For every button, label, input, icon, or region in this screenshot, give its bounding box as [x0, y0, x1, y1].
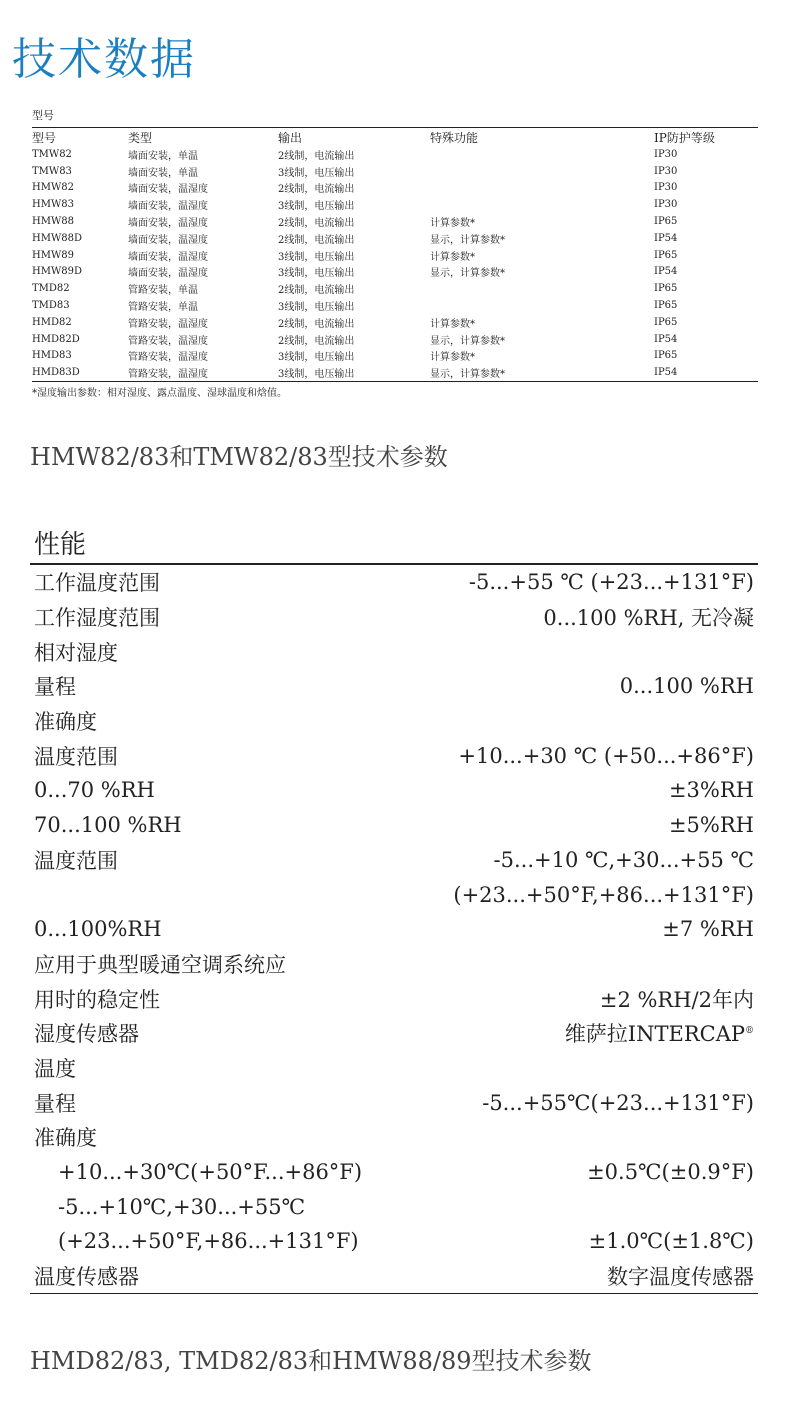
- spec-label: 量程: [34, 675, 76, 700]
- spec-value: [565, 1018, 758, 1048]
- spec-row: [30, 565, 758, 600]
- performance-spec-table: [30, 563, 758, 1294]
- spec-value: [669, 813, 758, 837]
- spec-value-text: -5...+55 ℃ (+23...+131°F): [468, 570, 754, 595]
- table-row: [32, 146, 758, 163]
- column-header-special-function: 特殊功能: [430, 128, 654, 147]
- spec-value: [669, 778, 758, 802]
- spec-value-text: -5...+10 ℃,+30...+55 ℃: [493, 847, 754, 872]
- cell-model: HMW82: [32, 182, 74, 194]
- spec-row: [30, 669, 758, 704]
- spec-row: [30, 738, 758, 773]
- spec-row: [30, 912, 758, 947]
- spec-value-text: ±3%RH: [668, 778, 754, 803]
- spec-value: [589, 1229, 758, 1253]
- spec-label: +10...+30℃(+50°F...+86°F): [58, 1160, 363, 1185]
- table-row: [32, 163, 758, 180]
- spec-row: [30, 634, 758, 669]
- section-heading-hmd-tmd-hmw: HMD82/83, TMD82/83和HMW88/89型技术参数: [30, 1347, 592, 1375]
- table-row: [32, 364, 758, 381]
- cell-model: HMD82: [32, 316, 72, 328]
- cell-output: 2线制，电流输出: [278, 335, 355, 347]
- table-row: [32, 247, 758, 264]
- table-row: [32, 297, 758, 314]
- cell-type: 管路安装，温湿度: [128, 364, 278, 381]
- cell-model: TMW82: [32, 148, 72, 160]
- cell-ip-rating: IP65: [654, 316, 678, 328]
- spec-label: -5...+10℃,+30...+55℃: [58, 1194, 306, 1219]
- spec-label: 用时的稳定性: [34, 987, 160, 1012]
- cell-type: 墙面安装，温湿度: [128, 234, 208, 246]
- cell-special-function: 计算参数*: [430, 251, 475, 263]
- cell-model: HMD83: [32, 350, 72, 362]
- table-row: [32, 331, 758, 348]
- spec-label: 70...100 %RH: [34, 813, 182, 838]
- cell-ip-rating: IP30: [654, 199, 678, 211]
- cell-model: TMD82: [32, 283, 70, 295]
- spec-row: [30, 773, 758, 808]
- table-row: [32, 196, 758, 213]
- spec-value-text: (+23...+50°F,+86...+131°F): [453, 882, 754, 907]
- model-table-body: [32, 146, 758, 382]
- spec-value-text: ±0.5℃(±0.9°F): [587, 1160, 754, 1185]
- cell-type: 墙面安装，温湿度: [128, 201, 208, 213]
- spec-label: 量程: [34, 1091, 76, 1116]
- cell-model: TMD83: [32, 300, 70, 312]
- spec-label: 温度: [34, 1056, 76, 1081]
- spec-value-text: ±5%RH: [668, 813, 754, 838]
- table-row: [32, 314, 758, 331]
- cell-type: 墙面安装，温湿度: [128, 184, 208, 196]
- spec-label: 相对湿度: [34, 640, 118, 665]
- cell-type: 管路安装，温湿度: [128, 352, 208, 364]
- cell-model: TMW83: [32, 165, 72, 177]
- cell-output: 2线制，电流输出: [278, 234, 355, 246]
- table-row: [32, 348, 758, 365]
- spec-value: [453, 883, 758, 907]
- spec-row: [30, 1120, 758, 1155]
- cell-output: 2线制，电流输出: [278, 150, 355, 162]
- cell-output: 3线制，电压输出: [278, 302, 355, 314]
- spec-label: 0...100%RH: [34, 917, 162, 942]
- spec-value-text: 0...100 %RH: [619, 674, 754, 699]
- column-header-type: 类型: [128, 128, 278, 147]
- spec-value-text: 数字温度传感器: [607, 1265, 754, 1290]
- cell-type: 墙面安装，温湿度: [128, 251, 208, 263]
- spec-value: [494, 848, 758, 872]
- spec-row: [30, 1224, 758, 1259]
- spec-row: [30, 808, 758, 843]
- cell-output: 3线制，电压输出: [278, 268, 355, 280]
- spec-value-text: ±1.0℃(±1.8℃): [588, 1229, 754, 1254]
- spec-value-text: ±2 %RH/2年内: [599, 987, 754, 1012]
- spec-label: 准确度: [34, 710, 97, 735]
- spec-label: 0...70 %RH: [34, 778, 155, 803]
- column-header-model: 型号: [32, 128, 128, 147]
- cell-special-function: [430, 163, 654, 180]
- table-row: [32, 280, 758, 297]
- cell-model: HMW88D: [32, 232, 82, 244]
- spec-value: [600, 984, 758, 1014]
- cell-ip-rating: IP30: [654, 148, 678, 160]
- spec-row: [30, 1259, 758, 1294]
- spec-label: 温度传感器: [34, 1265, 139, 1290]
- cell-special-function: 计算参数*: [430, 218, 475, 230]
- cell-type: 墙面安装，温湿度: [128, 268, 208, 280]
- cell-model: HMW83: [32, 199, 74, 211]
- cell-special-function: [430, 146, 654, 163]
- model-table: [32, 127, 758, 382]
- cell-output: 2线制，电流输出: [278, 218, 355, 230]
- spec-label: 准确度: [34, 1126, 97, 1151]
- table-row: [32, 213, 758, 230]
- spec-label: 工作湿度范围: [34, 606, 160, 631]
- cell-ip-rating: IP65: [654, 249, 678, 261]
- cell-special-function: 显示，计算参数*: [430, 268, 505, 280]
- section-heading-hmw-tmw: HMW82/83和TMW82/83型技术参数: [30, 443, 448, 471]
- spec-label: 温度范围: [34, 848, 118, 873]
- spec-row: [30, 947, 758, 982]
- cell-output: 3线制，电压输出: [278, 251, 355, 263]
- spec-value: [620, 674, 758, 698]
- cell-type: 管路安装，温湿度: [128, 318, 208, 330]
- cell-special-function: 显示，计算参数*: [430, 364, 654, 381]
- cell-special-function: 计算参数*: [430, 352, 475, 364]
- spec-value: [469, 570, 758, 594]
- spec-value-text: ±7 %RH: [662, 917, 754, 942]
- spec-row: [30, 1189, 758, 1224]
- cell-type: 管路安装，温湿度: [128, 335, 208, 347]
- cell-ip-rating: IP54: [654, 266, 678, 278]
- spec-label: 工作温度范围: [34, 571, 160, 596]
- spec-value: [482, 1091, 758, 1115]
- cell-output: 3线制，电压输出: [278, 352, 355, 364]
- cell-output: 3线制，电压输出: [278, 364, 430, 381]
- cell-ip-rating: IP65: [654, 300, 678, 312]
- model-table-header: [32, 128, 758, 147]
- cell-model: HMW89: [32, 249, 74, 261]
- spec-value-text: 维萨拉INTERCAP: [564, 1022, 745, 1047]
- cell-output: 3线制，电压输出: [278, 201, 355, 213]
- cell-special-function: [430, 196, 654, 213]
- registered-mark: ®: [745, 1026, 754, 1037]
- cell-type: 管路安装，单温: [128, 302, 198, 314]
- spec-value: [607, 1261, 758, 1291]
- cell-ip-rating: IP30: [654, 182, 678, 194]
- spec-row: [30, 1016, 758, 1051]
- table-row: [32, 264, 758, 281]
- spec-value: [543, 602, 758, 632]
- cell-ip-rating: IP54: [654, 364, 758, 381]
- cell-ip-rating: IP54: [654, 333, 678, 345]
- spec-row: [30, 600, 758, 635]
- spec-row: [30, 1051, 758, 1086]
- cell-special-function: [430, 297, 654, 314]
- cell-model: HMD83D: [32, 364, 128, 381]
- spec-label: 湿度传感器: [34, 1022, 139, 1047]
- cell-ip-rating: IP65: [654, 350, 678, 362]
- spec-value-text: 0...100 %RH, 无冷凝: [543, 606, 754, 631]
- spec-row: [30, 877, 758, 912]
- spec-value: [662, 917, 758, 941]
- cell-ip-rating: IP65: [654, 216, 678, 228]
- spec-row: [30, 1085, 758, 1120]
- page-title: 技术数据: [12, 34, 196, 85]
- cell-output: 2线制，电流输出: [278, 285, 355, 297]
- model-table-caption: 型号: [32, 109, 54, 122]
- model-table-footnote: *湿度输出参数：相对湿度、露点温度、湿球温度和焓值。: [32, 388, 287, 399]
- spec-row: [30, 1155, 758, 1190]
- cell-model: HMW89D: [32, 266, 82, 278]
- cell-model: HMD82D: [32, 333, 80, 345]
- cell-type: 墙面安装，单温: [128, 150, 198, 162]
- cell-ip-rating: IP65: [654, 283, 678, 295]
- performance-title: 性能: [34, 530, 87, 560]
- spec-row: [30, 704, 758, 739]
- cell-ip-rating: IP54: [654, 232, 678, 244]
- spec-label: 温度范围: [34, 744, 118, 769]
- spec-row: [30, 981, 758, 1016]
- column-header-output: 输出: [278, 128, 430, 147]
- table-row: [32, 180, 758, 197]
- cell-type: 墙面安装，单温: [128, 167, 198, 179]
- cell-type: 管路安装，单温: [128, 285, 198, 297]
- spec-value: [587, 1160, 758, 1184]
- cell-special-function: 计算参数*: [430, 318, 475, 330]
- spec-value-text: +10...+30 ℃ (+50...+86°F): [458, 743, 754, 768]
- table-row: [32, 230, 758, 247]
- spec-label: 应用于典型暖通空调系统应: [34, 952, 286, 977]
- cell-special-function: [430, 280, 654, 297]
- cell-type: 墙面安装，温湿度: [128, 218, 208, 230]
- cell-output: 2线制，电流输出: [278, 184, 355, 196]
- spec-value-text: -5...+55℃(+23...+131°F): [482, 1090, 754, 1115]
- spec-label: (+23...+50°F,+86...+131°F): [58, 1229, 359, 1254]
- column-header-ip-rating: IP防护等级: [654, 128, 758, 147]
- cell-output: 2线制，电流输出: [278, 318, 355, 330]
- cell-special-function: 显示，计算参数*: [430, 335, 505, 347]
- cell-special-function: [430, 180, 654, 197]
- spec-value: [458, 744, 758, 768]
- cell-model: HMW88: [32, 216, 74, 228]
- spec-row: [30, 843, 758, 878]
- cell-ip-rating: IP30: [654, 165, 678, 177]
- cell-special-function: 显示，计算参数*: [430, 234, 505, 246]
- cell-output: 3线制，电压输出: [278, 167, 355, 179]
